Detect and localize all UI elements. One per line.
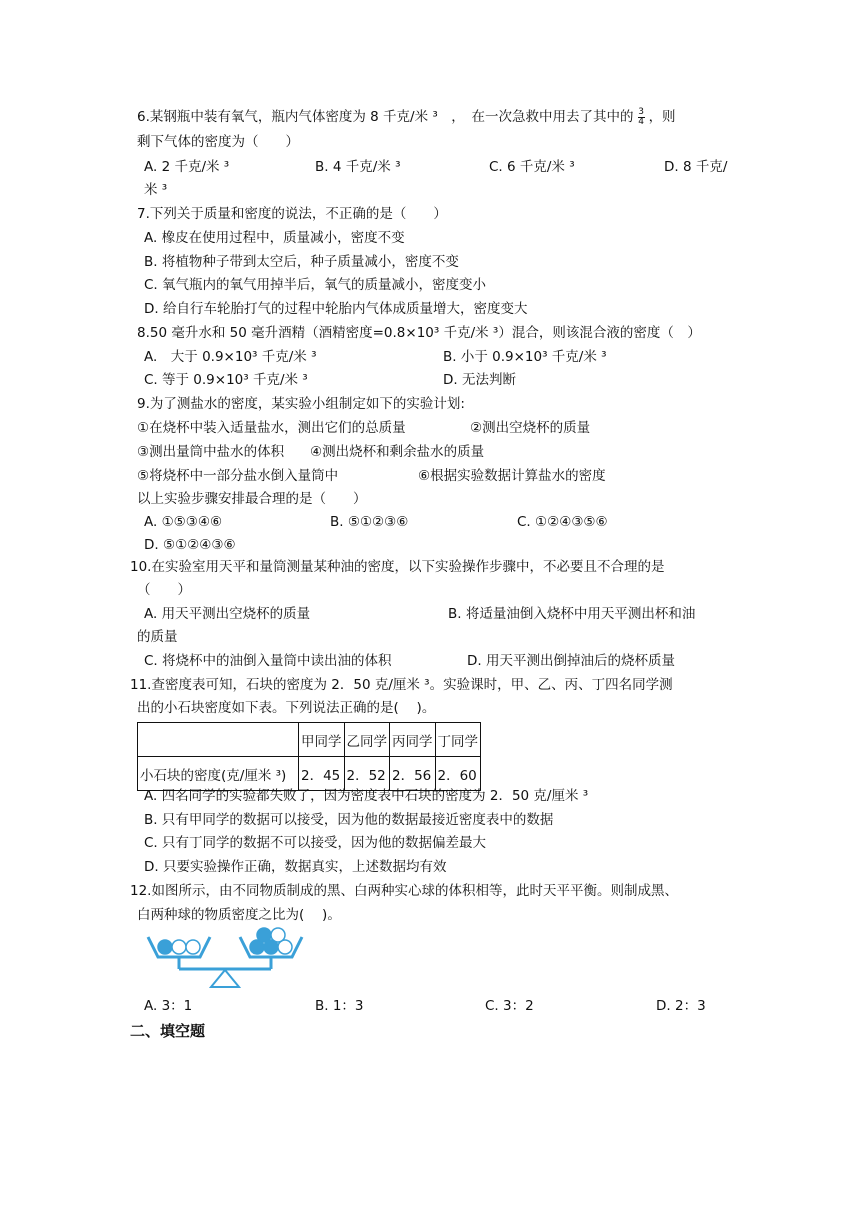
q9-step-2: ②测出空烧杯的质量: [470, 420, 591, 436]
table-row-label: 小石块的密度(克/厘米 ³): [138, 757, 299, 791]
q11-stem: 11.查密度表可知，石块的密度为 2．50 克/厘米 ³。实验课时，甲、乙、丙、丁四名同学测: [130, 677, 673, 693]
q10-option-b: B. 将适量油倒入烧杯中用天平测出杯和油: [448, 606, 696, 622]
q7-option-a: A. 橡皮在使用过程中，质量减小，密度不变: [144, 230, 405, 246]
black-ball: [257, 928, 271, 942]
q10-option-d: D. 用天平测出倒掉油后的烧杯质量: [467, 653, 675, 669]
density-table: [137, 722, 481, 791]
q6-stem-tail: ，则: [648, 109, 676, 125]
table-header-row: [138, 723, 481, 757]
q12-option-c: C. 3：2: [485, 998, 534, 1014]
fulcrum: [211, 970, 239, 987]
q6-stem-text: 6.某钢瓶中装有氧气，瓶内气体密度为 8 千克/米 ³ ， 在一次急救中用去了其中的: [137, 109, 634, 125]
q9-option-d: D. ⑤①②④③⑥: [144, 537, 236, 553]
section-title-fill-in: 二、填空题: [130, 1022, 206, 1040]
q8-option-b: B. 小于 0.9×10³ 千克/米 ³: [443, 349, 607, 365]
q11-option-d: D. 只要实验操作正确，数据真实，上述数据均有效: [144, 859, 447, 875]
table-header-ding: 丁同学: [435, 723, 481, 757]
q9-option-c: C. ①②④③⑤⑥: [517, 514, 608, 530]
q9-stem: 9.为了测盐水的密度，某实验小组制定如下的实验计划:: [137, 396, 465, 412]
q11-option-a: A. 四名同学的实验都失败了，因为密度表中石块的密度为 2．50 克/厘米 ³: [144, 788, 589, 804]
q11-option-b: B. 只有甲同学的数据可以接受，因为他的数据最接近密度表中的数据: [144, 812, 554, 828]
q8-option-a: A. 大于 0.9×10³ 千克/米 ³: [144, 349, 317, 365]
q12-stem-line2: 白两种球的物质密度之比为( )。: [137, 907, 341, 923]
q9-ask: 以上实验步骤安排最合理的是（ ）: [137, 491, 367, 507]
q9-step-3: ③测出量筒中盐水的体积: [137, 444, 285, 460]
table-cell-yi: 2．52: [344, 757, 390, 791]
q9-option-b: B. ⑤①②③⑥: [330, 514, 409, 530]
q10-stem-paren: （ ）: [137, 582, 191, 598]
q10-stem: 10.在实验室用天平和量筒测量某种油的密度，以下实验操作步骤中，不必要且不合理的是: [130, 559, 665, 575]
q12-option-a: A. 3：1: [144, 998, 193, 1014]
white-ball: [186, 940, 200, 954]
q8-option-c: C. 等于 0.9×10³ 千克/米 ³: [144, 372, 308, 388]
table-header-yi: 乙同学: [344, 723, 390, 757]
q12-stem: 12.如图所示，由不同物质制成的黑、白两种实心球的体积相等，此时天平平衡。则制成黑、: [130, 883, 678, 899]
table-header-bing: 丙同学: [390, 723, 436, 757]
table-cell-ding: 2．60: [435, 757, 481, 791]
q10-option-b-wrap: 的质量: [137, 629, 178, 645]
q12-option-d: D. 2：3: [656, 998, 706, 1014]
q10-option-a: A. 用天平测出空烧杯的质量: [144, 606, 311, 622]
q11-stem-line2: 出的小石块密度如下表。下列说法正确的是( )。: [137, 700, 436, 716]
q6-fraction-numerator: 3: [638, 106, 644, 117]
q11-option-c: C. 只有丁同学的数据不可以接受，因为他的数据偏差最大: [144, 835, 487, 851]
q6-option-b: B. 4 千克/米 ³: [315, 159, 401, 175]
q8-stem: 8.50 毫升水和 50 毫升酒精（酒精密度=0.8×10³ 千克/米 ³）混合，则该混合液的密度（ ）: [137, 325, 701, 341]
q6-stem-line2: 剩下气体的密度为（ ）: [137, 134, 299, 150]
section-heading: [130, 1021, 205, 1041]
q6-option-d: D. 8 千克/: [664, 159, 728, 175]
q9-step-5: ⑤将烧杯中一部分盐水倒入量筒中: [137, 468, 339, 484]
q6-option-d-wrap: 米 ³: [144, 182, 168, 198]
q12-option-b: B. 1：3: [315, 998, 364, 1014]
q10-option-c: C. 将烧杯中的油倒入量筒中读出油的体积: [144, 653, 392, 669]
table-header-jia: 甲同学: [299, 723, 345, 757]
q9-step-4: ④测出烧杯和剩余盐水的质量: [310, 444, 485, 460]
q6-fraction: [638, 108, 645, 127]
q6-fraction-denominator: 4: [638, 116, 644, 127]
table-cell-bing: 2．56: [390, 757, 436, 791]
q6-stem-line1: [137, 107, 676, 127]
q9-step-1: ①在烧杯中装入适量盐水，测出它们的总质量: [137, 420, 406, 436]
q9-step-6: ⑥根据实验数据计算盐水的密度: [418, 468, 606, 484]
q6-option-a: A. 2 千克/米 ³: [144, 159, 230, 175]
q9-option-a: A. ①⑤③④⑥: [144, 514, 223, 530]
table-header-empty: [138, 723, 299, 757]
q7-option-c: C. 氧气瓶内的氧气用掉半后，氧气的质量减小，密度变小: [144, 277, 487, 293]
q8-option-d: D. 无法判断: [443, 372, 516, 388]
white-ball: [172, 940, 186, 954]
black-ball: [158, 940, 172, 954]
q6-option-c: C. 6 千克/米 ³: [489, 159, 575, 175]
table-cell-jia: 2．45: [299, 757, 345, 791]
white-ball: [271, 928, 285, 942]
q7-option-d: D. 给自行车轮胎打气的过程中轮胎内气体成质量增大，密度变大: [144, 301, 528, 317]
q7-option-b: B. 将植物种子带到太空后，种子质量减小，密度不变: [144, 254, 459, 270]
balance-figure: [140, 923, 315, 993]
q7-stem: 7.下列关于质量和密度的说法，不正确的是（ ）: [137, 206, 447, 222]
